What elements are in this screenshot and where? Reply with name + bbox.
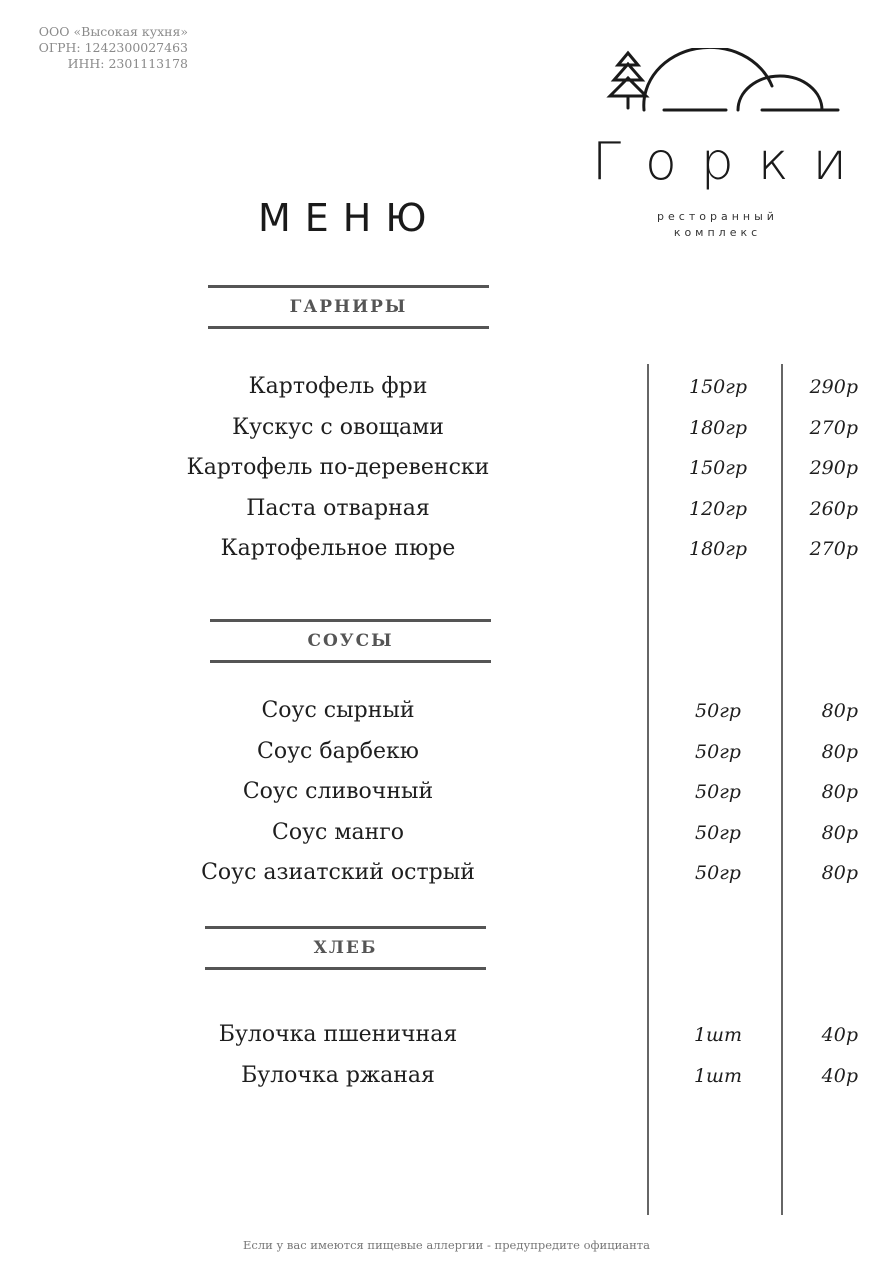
item-name: Соус барбекю — [257, 739, 419, 764]
item-name: Картофельное пюре — [220, 536, 456, 561]
item-price: 80р — [821, 781, 858, 803]
item-name: Булочка ржаная — [241, 1063, 435, 1088]
item-price: 40р — [821, 1024, 858, 1046]
ogrn-number: ОГРН: 1242300027463 — [38, 40, 188, 55]
section-rule-bottom — [208, 326, 489, 329]
section-title: ХЛЕБ — [313, 938, 378, 958]
section-rule-bottom — [205, 967, 486, 970]
brand-name: Горки — [592, 132, 871, 192]
item-name: Кускус с овощами — [232, 415, 444, 440]
legal-info — [20, 24, 188, 72]
menu-title: МЕНЮ — [258, 196, 441, 240]
item-weight: 50гр — [695, 862, 741, 884]
item-price: 270р — [809, 417, 858, 439]
section-header-garnishes — [208, 285, 489, 329]
item-price: 80р — [821, 741, 858, 763]
item-weight: 150гр — [688, 376, 748, 398]
item-price: 270р — [809, 538, 858, 560]
section-header-bread — [205, 926, 486, 970]
item-weight: 50гр — [695, 700, 741, 722]
item-name: Картофель фри — [248, 374, 428, 399]
allergy-notice: Если у вас имеются пищевые аллергии - предупредите официанта — [242, 1238, 651, 1252]
item-price: 290р — [809, 457, 858, 479]
item-weight: 50гр — [695, 822, 741, 844]
brand-tagline-line2: комплекс — [673, 226, 762, 239]
item-price: 40р — [821, 1065, 858, 1087]
section-title: СОУСЫ — [307, 631, 394, 651]
item-name: Соус сливочный — [242, 779, 434, 804]
item-price: 80р — [821, 700, 858, 722]
item-name: Паста отварная — [246, 496, 430, 521]
company-name: ООО «Высокая кухня» — [38, 24, 188, 39]
column-divider-price — [781, 364, 783, 1215]
item-price: 80р — [821, 822, 858, 844]
section-rule-bottom — [210, 660, 491, 663]
item-name: Соус манго — [272, 820, 404, 845]
item-price: 80р — [821, 862, 858, 884]
item-name: Картофель по-деревенски — [186, 455, 490, 480]
item-weight: 1шт — [693, 1065, 743, 1087]
item-weight: 150гр — [688, 457, 748, 479]
brand-tagline-line1: ресторанный — [657, 210, 778, 223]
section-header-sauces — [210, 619, 491, 663]
item-weight: 50гр — [695, 741, 741, 763]
item-name: Соус азиатский острый — [201, 860, 475, 885]
item-name: Булочка пшеничная — [218, 1022, 458, 1047]
section-title: ГАРНИРЫ — [289, 297, 408, 317]
item-name: Соус сырный — [261, 698, 415, 723]
item-price: 290р — [809, 376, 858, 398]
item-weight: 180гр — [688, 417, 748, 439]
column-divider-weight — [647, 364, 649, 1215]
item-weight: 120гр — [688, 498, 748, 520]
item-price: 260р — [809, 498, 858, 520]
item-weight: 1шт — [693, 1024, 743, 1046]
item-weight: 180гр — [688, 538, 748, 560]
item-weight: 50гр — [695, 781, 741, 803]
inn-number: ИНН: 2301113178 — [67, 56, 188, 71]
